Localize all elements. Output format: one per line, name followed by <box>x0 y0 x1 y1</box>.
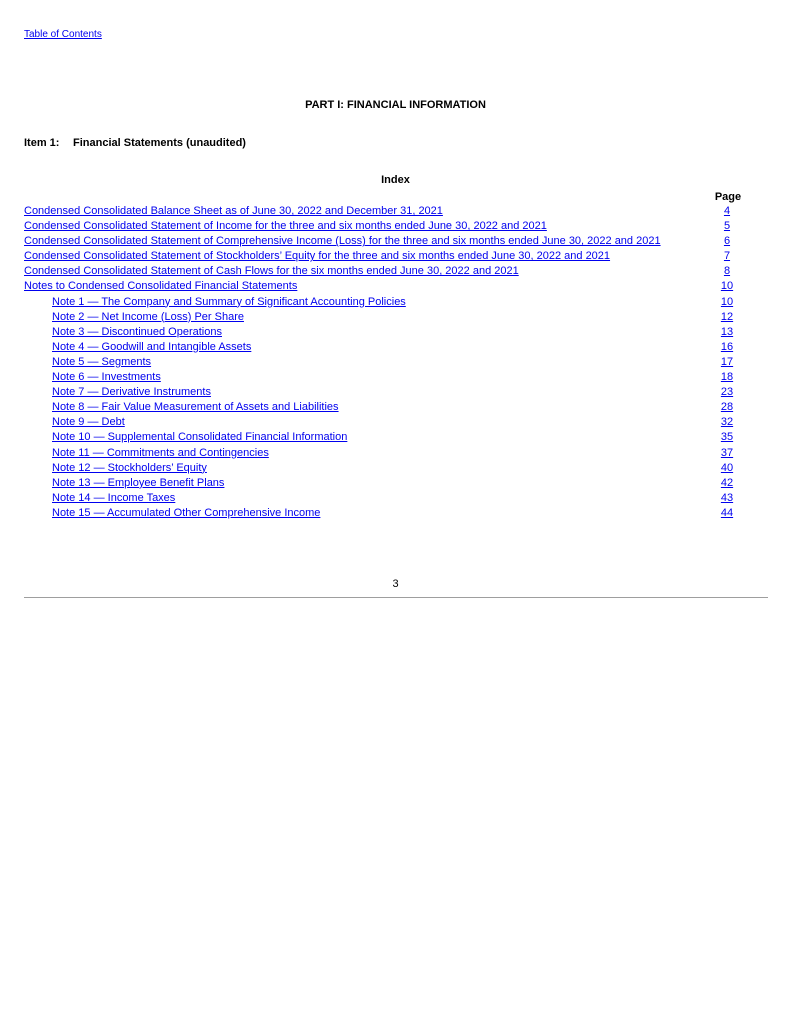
index-entry-link[interactable]: Note 8 — Fair Value Measurement of Assets and Liabilities <box>52 401 339 414</box>
index-entry-page-link[interactable]: 28 <box>720 401 734 414</box>
index-entry <box>24 356 744 369</box>
index-list <box>24 205 744 522</box>
page-column-header: Page <box>714 191 742 203</box>
index-entry-link[interactable]: Condensed Consolidated Statement of Income for the three and six months ended June 30, 2022 and 2021 <box>24 220 547 233</box>
index-entry <box>24 447 744 460</box>
index-entry-link[interactable]: Condensed Consolidated Balance Sheet as of June 30, 2022 and December 31, 2021 <box>24 205 443 217</box>
index-entry <box>24 280 744 293</box>
index-entry-page-link[interactable]: 18 <box>720 371 734 384</box>
index-entry-page-link[interactable]: 16 <box>720 340 734 353</box>
index-entry <box>24 371 744 384</box>
index-entry <box>24 386 744 399</box>
index-entry-page-link[interactable]: 6 <box>723 235 731 248</box>
index-entry <box>24 235 744 248</box>
index-entry-link[interactable]: Note 14 — Income Taxes <box>52 491 176 504</box>
index-entry-link[interactable]: Note 7 — Derivative Instruments <box>52 386 211 399</box>
index-entry <box>24 477 744 490</box>
index-entry-page-link[interactable]: 17 <box>720 355 734 368</box>
index-entry-link[interactable]: Note 1 — The Company and Summary of Significant Accounting Policies <box>52 295 406 308</box>
index-title: Index <box>381 174 410 186</box>
index-entry-link[interactable]: Note 2 — Net Income (Loss) Per Share <box>52 310 244 323</box>
index-entry-page-link[interactable]: 23 <box>720 386 734 399</box>
index-entry-link[interactable]: Note 3 — Discontinued Operations <box>52 325 222 338</box>
index-entry <box>24 296 744 309</box>
index-entry-page-link[interactable]: 42 <box>720 476 734 489</box>
index-entry <box>24 416 744 429</box>
index-entry-link[interactable]: Condensed Consolidated Statement of Stockholders’ Equity for the three and six months ended June 30, 2022 and 2021 <box>24 250 611 263</box>
index-entry <box>24 205 744 218</box>
index-entry-page-link[interactable]: 8 <box>723 265 731 278</box>
index-entry-link[interactable]: Note 13 — Employee Benefit Plans <box>52 476 225 489</box>
index-entry-page-link[interactable]: 35 <box>720 431 734 444</box>
index-entry-link[interactable]: Note 15 — Accumulated Other Comprehensive Income <box>52 506 321 519</box>
part-title: PART I: FINANCIAL INFORMATION <box>305 99 486 111</box>
item-title: Financial Statements (unaudited) <box>73 137 246 149</box>
table-of-contents-link[interactable]: Table of Contents <box>24 29 102 40</box>
index-entry <box>24 265 744 278</box>
index-entry <box>24 311 744 324</box>
index-entry-page-link[interactable]: 7 <box>723 250 731 263</box>
index-entry <box>24 462 744 475</box>
index-entry <box>24 250 744 263</box>
page-divider <box>24 597 768 598</box>
index-entry-page-link[interactable]: 4 <box>723 205 731 217</box>
page-number: 3 <box>392 578 399 590</box>
index-entry-link[interactable]: Note 10 — Supplemental Consolidated Financial Information <box>52 431 348 444</box>
index-entry <box>24 431 744 444</box>
index-entry-link[interactable]: Note 5 — Segments <box>52 355 152 368</box>
index-entry-page-link[interactable]: 10 <box>720 280 734 293</box>
index-entry-link[interactable]: Note 11 — Commitments and Contingencies <box>52 446 269 459</box>
index-entry-link[interactable]: Note 4 — Goodwill and Intangible Assets <box>52 340 252 353</box>
index-entry-link[interactable]: Notes to Condensed Consolidated Financial Statements <box>24 280 298 293</box>
index-entry-link[interactable]: Condensed Consolidated Statement of Cash Flows for the six months ended June 30, 2022 and 2021 <box>24 265 519 278</box>
index-entry-page-link[interactable]: 32 <box>720 416 734 429</box>
index-entry <box>24 492 744 505</box>
index-entry-link[interactable]: Note 12 — Stockholders’ Equity <box>52 461 207 474</box>
index-entry <box>24 401 744 414</box>
index-entry-page-link[interactable]: 5 <box>723 220 731 233</box>
item-heading <box>24 137 246 149</box>
index-entry-page-link[interactable]: 37 <box>720 446 734 459</box>
index-entry-page-link[interactable]: 44 <box>720 506 734 519</box>
index-entry-page-link[interactable]: 43 <box>720 491 734 504</box>
index-entry-page-link[interactable]: 12 <box>720 310 734 323</box>
index-entry <box>24 326 744 339</box>
index-entry-link[interactable]: Note 9 — Debt <box>52 416 125 429</box>
index-entry <box>24 341 744 354</box>
index-entry-page-link[interactable]: 40 <box>720 461 734 474</box>
index-entry-page-link[interactable]: 10 <box>720 295 734 308</box>
index-entry-page-link[interactable]: 13 <box>720 325 734 338</box>
index-entry <box>24 507 744 520</box>
item-number: Item 1: <box>24 137 60 149</box>
index-entry-link[interactable]: Note 6 — Investments <box>52 371 161 384</box>
index-entry-link[interactable]: Condensed Consolidated Statement of Comprehensive Income (Loss) for the three and six months ended June 30, 2022 and 2021 <box>24 235 661 248</box>
index-entry <box>24 220 744 233</box>
